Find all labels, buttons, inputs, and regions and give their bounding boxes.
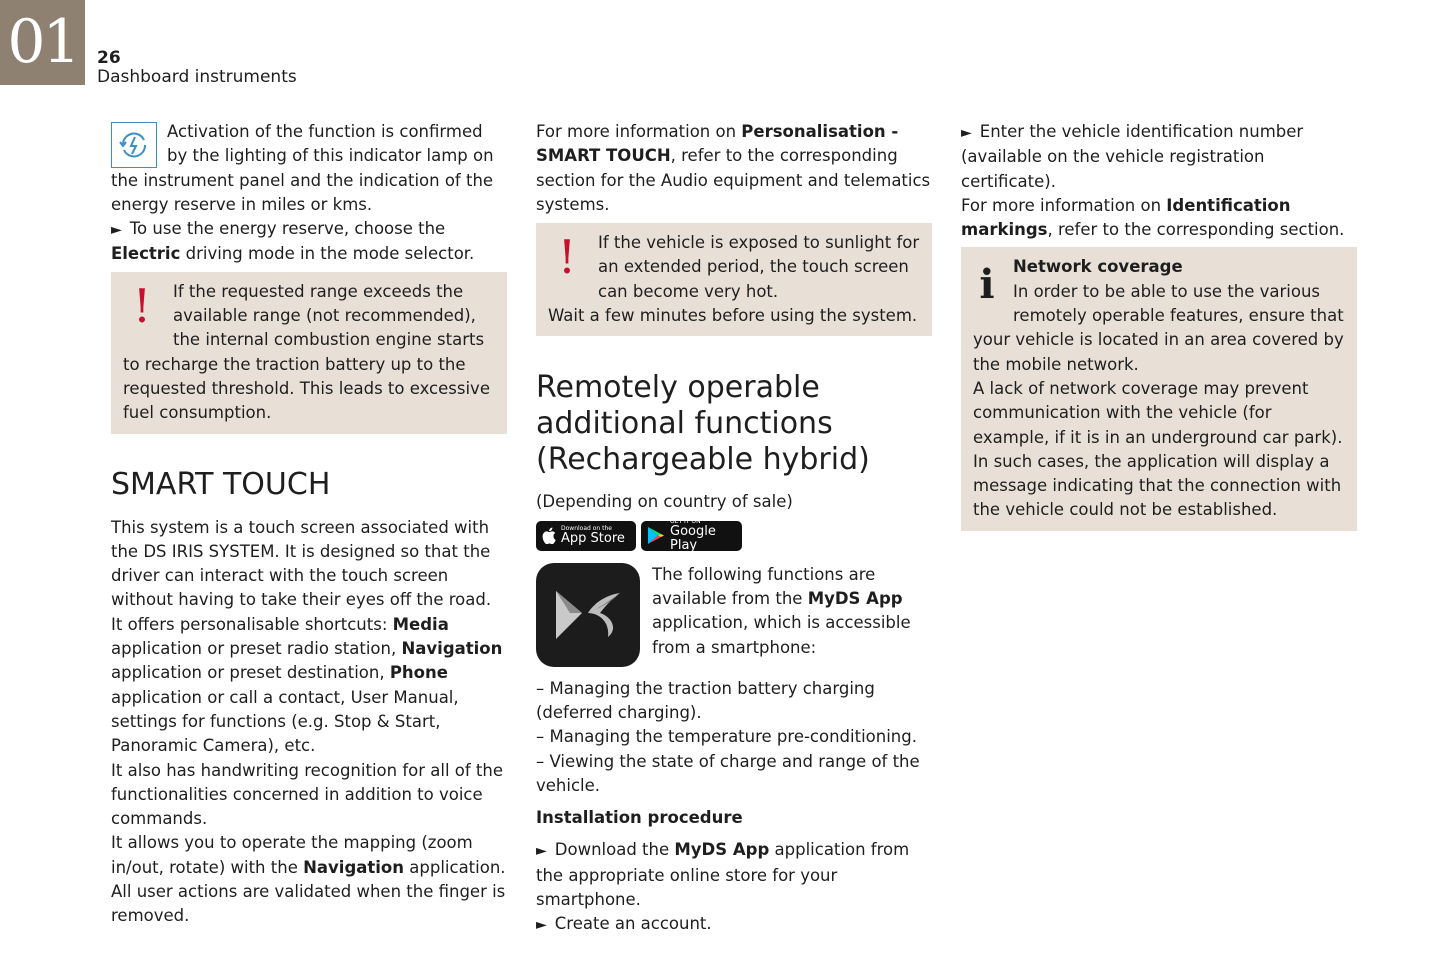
google-play-badge[interactable] <box>641 518 742 554</box>
app-store-sub: Download on the <box>561 525 612 533</box>
arrow-icon: ► <box>961 125 972 141</box>
smart-touch-description: This system is a touch screen associated with the DS IRIS SYSTEM. It is designed so that the driver can interact with the touch screen without having to take their eyes off the road. <box>111 517 492 610</box>
identification-reference: For more information on Identification markings, refer to the corresponding section. <box>961 195 1345 240</box>
myds-app-intro: The following functions are available from the MyDS App application, which is accessible from a smartphone: <box>652 564 911 657</box>
sunlight-warning-note <box>536 223 932 336</box>
energy-recovery-icon <box>111 122 157 168</box>
smart-touch-heading: SMART TOUCH <box>111 466 331 502</box>
function-battery-charging: – Managing the traction battery charging (deferred charging). <box>536 678 875 722</box>
column-2 <box>536 120 932 938</box>
network-coverage-title: Network coverage <box>1013 257 1183 277</box>
function-state-of-charge: – Viewing the state of charge and range of the vehicle. <box>536 751 920 795</box>
column-3 <box>961 120 1357 531</box>
google-play-sub: GET IT ON <box>670 518 701 526</box>
smart-touch-handwriting: It also has handwriting recognition for all of the functionalities concerned in addition to voice commands. <box>111 760 504 829</box>
arrow-icon: ► <box>111 222 122 239</box>
activation-text: Activation of the function is confirmed by the lighting of this indicator lamp on the instrument panel and the indication of the energy reserve in miles or kms. <box>111 122 494 214</box>
column-1 <box>111 120 507 929</box>
myds-app-row <box>536 563 932 667</box>
google-play-label: Google Play <box>670 524 716 554</box>
install-step-account: ► Create an account. <box>536 914 712 934</box>
network-coverage-warning: A lack of network coverage may prevent communication with the vehicle (for example, if it is in an underground car park). In such cases, the application will display a message indicating that the connection with the vehicle could not be established. <box>973 378 1343 520</box>
energy-reserve-step: ► To use the energy reserve, choose the Electric driving mode in the mode selector. <box>111 219 475 264</box>
install-step-vin: ► Enter the vehicle identification number (available on the vehicle registration certificate). <box>961 122 1304 191</box>
network-coverage-note <box>961 247 1357 530</box>
smart-touch-shortcuts: It offers personalisable shortcuts: Media application or preset radio station, Navigation application or preset destination, Phone application or call a contact, User Manual, settings for functions (e.g. Stop & Start, Panoramic Camera), etc. <box>111 614 503 756</box>
installation-heading: Installation procedure <box>536 808 743 828</box>
sunlight-warning-text: If the vehicle is exposed to sunlight for an extended period, the touch screen can become very hot. <box>598 233 920 301</box>
warning-icon: ! <box>132 278 152 333</box>
chapter-number: 01 <box>0 0 85 85</box>
smart-touch-validation: All user actions are validated when the finger is removed. <box>111 882 506 926</box>
install-step-download: ► Download the MyDS App application from the appropriate online store for your smartphone. <box>536 840 910 910</box>
personalisation-reference: For more information on Personalisation - SMART TOUCH, refer to the corresponding section for the Audio equipment and telematics systems. <box>536 122 931 214</box>
smart-touch-mapping: It allows you to operate the mapping (zoom in/out, rotate) with the Navigation application. <box>111 833 506 877</box>
sunlight-warning-advice: Wait a few minutes before using the system. <box>548 306 918 326</box>
app-store-label: App Store <box>561 531 625 547</box>
apple-icon <box>542 527 556 544</box>
app-store-badge[interactable] <box>536 521 636 551</box>
range-warning-text: If the requested range exceeds the available range (not recommended), the internal combustion engine starts to recharge the traction battery up to the requested threshold. This leads to excessive fuel consumption. <box>123 281 490 423</box>
country-note: (Depending on country of sale) <box>536 492 793 512</box>
range-warning-note <box>111 272 507 434</box>
info-icon: i <box>979 261 995 309</box>
remote-functions-heading: Remotely operable additional functions (Rechargeable hybrid) <box>536 370 870 478</box>
store-badges <box>536 518 932 554</box>
network-coverage-text: In order to be able to use the various remotely operable features, ensure that your vehicle is located in an area covered by the mobile network. <box>973 281 1344 374</box>
function-preconditioning: – Managing the temperature pre-conditioning. <box>536 727 917 747</box>
google-play-icon <box>647 526 665 545</box>
page-number: 26 <box>97 48 121 68</box>
myds-app-icon <box>536 563 640 667</box>
arrow-icon: ► <box>536 917 547 934</box>
section-title: Dashboard instruments <box>97 67 297 87</box>
warning-icon: ! <box>557 230 577 285</box>
energy-reserve-paragraph <box>111 120 507 217</box>
arrow-icon: ► <box>536 843 547 860</box>
